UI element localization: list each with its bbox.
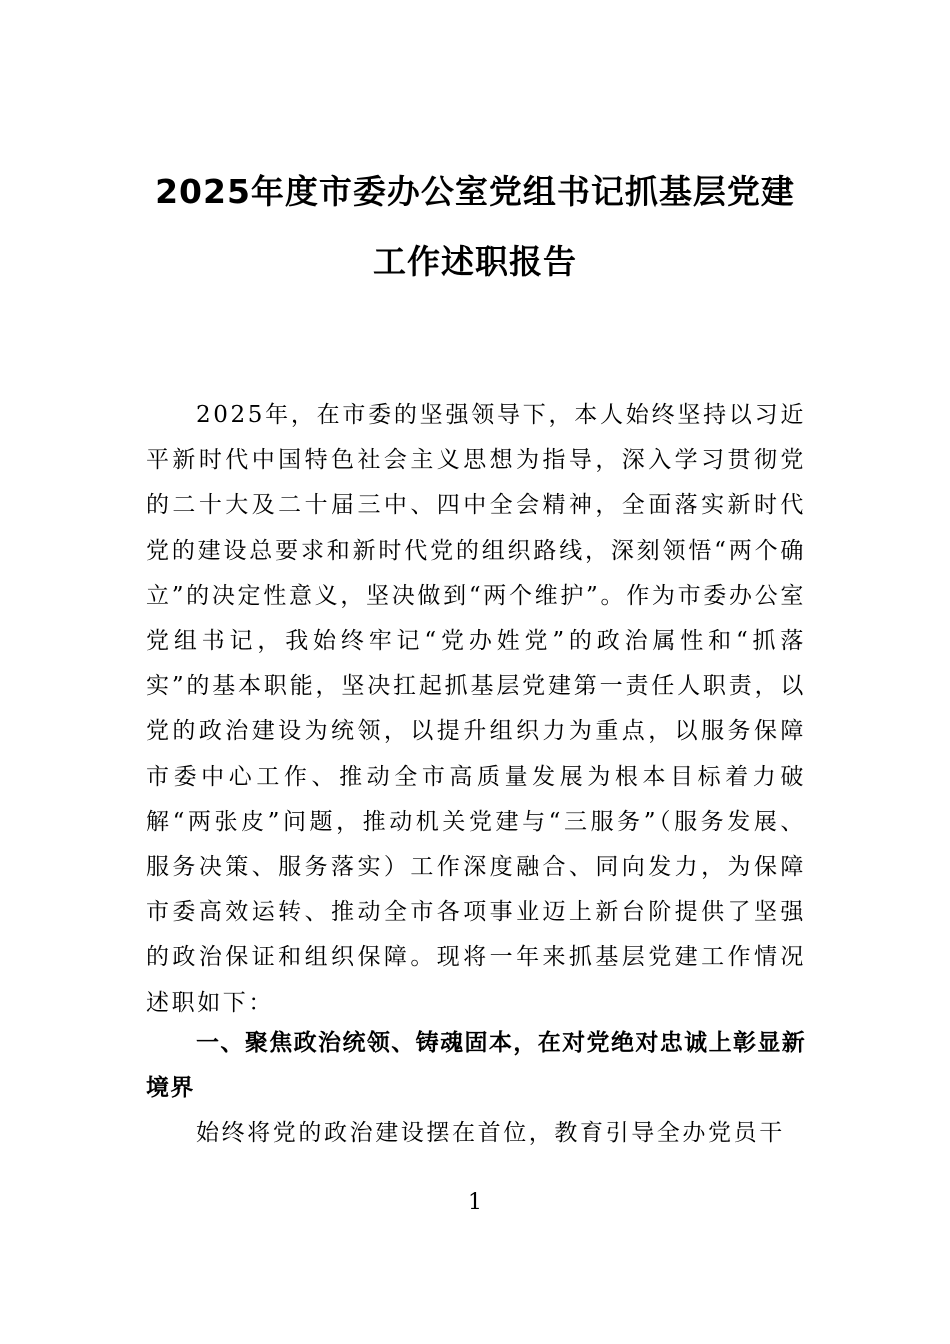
document-title-line-1: 2025年度市委办公室党组书记抓基层党建 bbox=[155, 172, 795, 211]
body-paragraph-intro: 2025年，在市委的坚强领导下，本人始终坚持以习近平新时代中国特色社会主义思想为指导，深入学习贯彻党的二十大及二十届三中、四中全会精神，全面落实新时代党的建设总要求和新时代党的组织路线，深刻领悟“两个确立”的决定性意义，坚决做到“两个维护”。作为市委办公室党组书记，我始终牢记“党办姓党”的政治属性和“抓落实”的基本职能，坚决扛起抓基层党建第一责任人职责，以党的政治建设为统领，以提升组织力为重点，以服务保障市委中心工作、推动全市高质量发展为根本目标着力破解“两张皮”问题，推动机关党建与“三服务”（服务发展、服务决策、服务落实）工作深度融合、同向发力，为保障市委高效运转、推动全市各项事业迈上新台阶提供了坚强的政治保证和组织保障。现将一年来抓基层党建工作情况述职如下： bbox=[146, 402, 806, 1016]
body-paragraph-section-1: 始终将党的政治建设摆在首位，教育引导全办党员干 bbox=[196, 1120, 785, 1146]
page-number: 1 bbox=[468, 1190, 482, 1215]
section-heading-1: 一、聚焦政治统领、铸魂固本，在对党绝对忠诚上彰显新境界 bbox=[146, 1030, 806, 1101]
document-title-line-2: 工作述职报告 bbox=[373, 242, 577, 281]
